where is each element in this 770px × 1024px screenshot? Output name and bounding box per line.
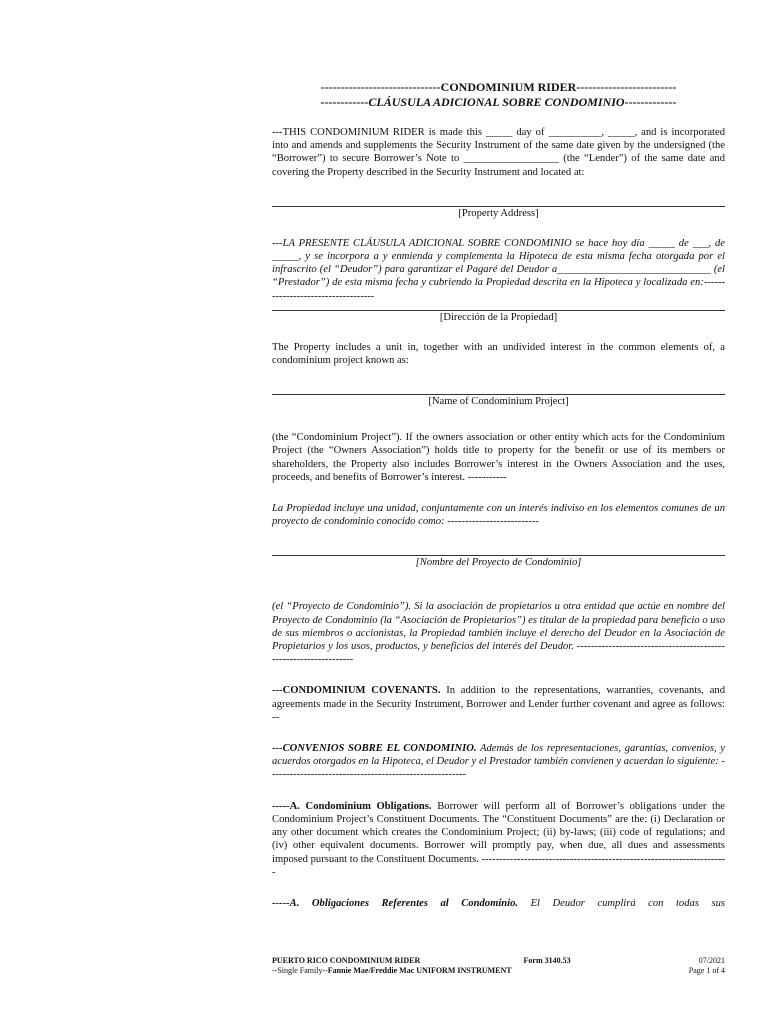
property-address-label: [Property Address] (458, 207, 539, 219)
footer-instrument-prefix: --Single Family-- (272, 966, 328, 975)
covenants-spanish (272, 742, 725, 782)
covenants-english-text: In addition to the representations, warranties, covenants, and agreements made in the Security Instrument, Borrower and Lender further covenant and agree as follows: -- (272, 685, 725, 723)
project-spanish-continued: (el “Proyecto de Condominio”). Si la asociación de propietarios u otra entidad que actúe en nombre del Proyecto de Condominio (la “Asociación de Propietarios”) es titular de la propiedad para beneficio o uso de sus miembros o accionistas, la Propiedad también incluye el derecho del Deudor en la Asociación de Propietarios y los usos, productos, y beneficios del interés del Deudor. ----------------------------------------------------------------- (272, 601, 725, 666)
section-a-english (272, 800, 725, 879)
covenants-english (272, 684, 725, 724)
direccion-label: [Dirección de la Propiedad] (439, 311, 558, 323)
covenants-english-heading: ---CONDOMINIUM COVENANTS. (272, 685, 441, 697)
project-spanish: La Propiedad incluye una unidad, conjuntamente con un interés indiviso en los elementos comunes de un proyecto de condominio conocido como: -------------------------- (272, 503, 725, 528)
section-a-english-heading: -----A. Condominium Obligations. (272, 800, 432, 812)
project-name-label: [Name of Condominium Project] (428, 396, 569, 408)
project-english-continued: (the “Condominium Project”). If the owners association or other entity which acts for the Condominium Project (the “Owners Association”) holds title to property for the benefit or use of its members or shareholders, the Property also includes Borrower’s interest in the Owners Association and the uses, proceeds, and benefits of Borrower’s interest. ----------- (272, 432, 725, 483)
covenants-spanish-heading: ---CONVENIOS SOBRE EL CONDOMINIO. (272, 743, 477, 755)
intro-spanish: ---LA PRESENTE CLÁUSULA ADICIONAL SOBRE CONDOMINIO se hace hoy día _____ de ___, de _____, y se incorpora a y enmienda y complementa la Hipoteca de esta misma fecha otorgada por el infrascrito (el “Deudor”) para garantizar el Pagaré del Deudor a_____________________________ (el “Prestador”) de esta misma fecha y cubriendo la Propiedad descrita en la Hipoteca y localizada en:----------------------------------- (272, 237, 725, 302)
footer-rider-name: PUERTO RICO CONDOMINIUM RIDER (272, 956, 421, 965)
title-english: ------------------------------CONDOMINIUM RIDER------------------------- (320, 80, 677, 94)
document-body (272, 80, 725, 910)
footer-date: 07/2021 (698, 956, 725, 965)
nombre-proyecto-label: [Nombre del Proyecto de Condominio] (415, 557, 582, 569)
section-a-english-text: Borrower will perform all of Borrower’s obligations under the Condominium Project’s Constituent Documents. The “Constituent Documents” are the: (i) Declaration or any other document which creates the Condominium Project; (ii) by-laws; (iii) code of regulations; and (iv) other equivalent documents. Borrower will promptly pay, when due, all dues and assessments imposed pursuant to the Constituent Documents. ---------------------------------------------------------------------- (272, 800, 725, 878)
section-a-spanish (272, 897, 725, 910)
footer-instrument-name: Fannie Mae/Freddie Mac UNIFORM INSTRUMENT (327, 966, 512, 975)
intro-english: ---THIS CONDOMINIUM RIDER is made this _____ day of __________, _____, and is incorporated into and amends and supplements the Security Instrument of the same date given by the undersigned (the “Borrower”) to secure Borrower’s Note to __________________ (the “Lender”) of the same date and covering the Property described in the Security Instrument and located at: (272, 127, 725, 178)
footer-form-number: Form 3140.53 (523, 956, 571, 965)
title-spanish: ------------CLÁUSULA ADICIONAL SOBRE CONDOMINIO------------- (320, 95, 677, 109)
covenants-spanish-text: Además de los representaciones, garantías, convenios, y acuerdos otorgados en la Hipoteca, el Deudor y el Prestador también convienen y acuerdan lo siguiente: -------------------------------------------------------- (272, 743, 725, 781)
page-footer (272, 956, 725, 976)
footer-page-number: Page 1 of 4 (688, 966, 725, 975)
section-a-spanish-text: El Deudor cumplirá con todas sus (518, 897, 726, 909)
section-a-spanish-heading: -----A. Obligaciones Referentes al Condominio. (272, 897, 519, 909)
footer-instrument (272, 966, 572, 976)
project-english: The Property includes a unit in, together with an undivided interest in the common elements of, a condominium project known as: (272, 341, 725, 367)
